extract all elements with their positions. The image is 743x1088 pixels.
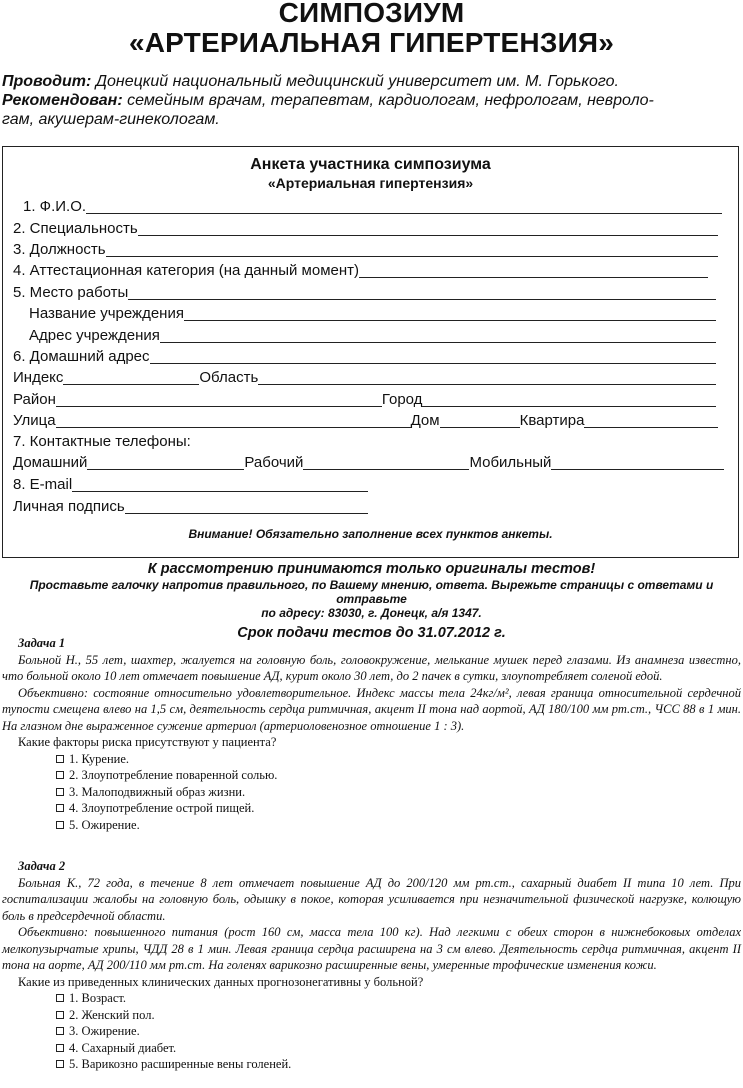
- mobile-phone-line[interactable]: [551, 455, 724, 470]
- originals-only: К рассмотрению принимаются только оригиналы тестов!: [147, 561, 596, 577]
- field-phones: 7. Контактные телефоны:: [13, 433, 191, 450]
- task-2-question: Какие из приведенных клинических данных прогнозонегативны у больной?: [18, 974, 424, 989]
- task-1-option[interactable]: 5. Ожирение.: [2, 817, 741, 834]
- field-phone-numbers[interactable]: Домашний Рабочий Мобильный: [13, 453, 724, 473]
- checkbox-icon[interactable]: [56, 994, 64, 1002]
- task-2-option[interactable]: 1. Возраст.: [2, 990, 741, 1007]
- field-district-city[interactable]: Район Город: [13, 390, 716, 410]
- recommended-text-2: гам, акушерам-гинекологам.: [2, 111, 220, 128]
- checkbox-icon[interactable]: [56, 771, 64, 779]
- instructions-line2: по адресу: 83030, г. Донецк, а/я 1347.: [261, 606, 482, 620]
- checkbox-icon[interactable]: [56, 1027, 64, 1035]
- task-2-paragraph-2: Объективно: повышенного питания (рост 160 см, масса тела 100 кг). Над легкими с обеих сторон в нижнебоковых отделах мелкопузырчатые хрипы, ЧДД 28 в 1 мин. Левая граница сердца расширена на 3 см влево. Деятельность сердца ритмичная, акцент II тона на аорте, АД 200/110 мм рт.ст. На голенях варикозно расширенные вены, умеренные трофические изменения кожи.: [2, 925, 741, 972]
- task-2-option[interactable]: 5. Варикозно расширенные вены голеней.: [2, 1056, 741, 1073]
- recommended-line: [2, 91, 743, 110]
- specialty-line[interactable]: [138, 221, 718, 236]
- street-line[interactable]: [56, 413, 411, 428]
- task-1-option[interactable]: 2. Злоупотребление поваренной солью.: [2, 767, 741, 784]
- checkbox-icon[interactable]: [56, 804, 64, 812]
- checkbox-icon[interactable]: [56, 755, 64, 763]
- field-institution-name[interactable]: Название учреждения: [29, 304, 716, 324]
- field-position[interactable]: 3. Должность: [13, 240, 718, 260]
- task-2: [2, 858, 741, 1073]
- checkbox-icon[interactable]: [56, 1011, 64, 1019]
- field-signature[interactable]: Личная подпись: [13, 497, 368, 517]
- index-line[interactable]: [63, 370, 199, 385]
- field-street-house-apartment[interactable]: Улица Дом Квартира: [13, 411, 718, 431]
- host-line: [2, 72, 743, 91]
- task-1-paragraph-2: Объективно: состояние относительно удовлетворительное. Индекс массы тела 24кг/м², левая граница относительной сердечной тупости смещена влево на 1,5 см, деятельность сердца ритмичная, акцент II тона над аортой, АД 180/100 мм рт.ст., ЧСС 88 в 1 мин. На глазном дне выраженное сужение артериол (артериоловенозное отношение 1 : 3).: [2, 685, 741, 733]
- category-line[interactable]: [359, 263, 708, 278]
- region-line[interactable]: [258, 370, 716, 385]
- field-category[interactable]: 4. Аттестационная категория (на данный момент): [13, 261, 708, 281]
- deadline: Срок подачи тестов до 31.07.2012 г.: [237, 625, 506, 641]
- email-line[interactable]: [72, 477, 368, 492]
- task-1-option[interactable]: 3. Малоподвижный образ жизни.: [2, 784, 741, 801]
- district-line[interactable]: [56, 392, 382, 407]
- host-label: Проводит:: [2, 73, 92, 90]
- participant-form: [2, 146, 739, 558]
- checkbox-icon[interactable]: [56, 821, 64, 829]
- form-warning: Внимание! Обязательно заполнение всех пунктов анкеты.: [188, 527, 553, 541]
- recommended-text-1: семейным врачам, терапевтам, кардиологам, нефрологам, невроло-: [127, 92, 654, 109]
- house-line[interactable]: [440, 413, 520, 428]
- task-2-option[interactable]: 2. Женский пол.: [2, 1007, 741, 1024]
- checkbox-icon[interactable]: [56, 1044, 64, 1052]
- workplace-line[interactable]: [128, 285, 716, 300]
- position-line[interactable]: [106, 242, 718, 257]
- field-institution-address[interactable]: Адрес учреждения: [29, 326, 716, 346]
- task-1-paragraph-1: Больной Н., 55 лет, шахтер, жалуется на головную боль, головокружение, мелькание мушек перед глазами. Из анамнеза известно, что больной около 10 лет отмечает повышение АД, курит около 30 лет, до 2 пачек в сутки, злоупотребляет соленой едой.: [2, 652, 741, 683]
- field-index-region[interactable]: Индекс Область: [13, 368, 716, 388]
- checkbox-icon[interactable]: [56, 788, 64, 796]
- form-title: Анкета участника симпозиума: [250, 156, 491, 173]
- field-fio[interactable]: 1. Ф.И.О.: [23, 197, 722, 217]
- task-2-heading: Задача 2: [18, 859, 66, 873]
- institution-name-line[interactable]: [184, 306, 716, 321]
- form-subtitle: «Артериальная гипертензия»: [267, 175, 474, 191]
- work-phone-line[interactable]: [303, 455, 469, 470]
- host-text: Донецкий национальный медицинский университет им. М. Горького.: [95, 73, 619, 90]
- institution-address-line[interactable]: [160, 328, 716, 343]
- home-address-line[interactable]: [150, 349, 716, 364]
- checkbox-icon[interactable]: [56, 1060, 64, 1068]
- page-title-line1: СИМПОЗИУМ: [278, 0, 465, 28]
- task-1: [2, 635, 741, 833]
- task-2-option[interactable]: 3. Ожирение.: [2, 1023, 741, 1040]
- home-phone-line[interactable]: [87, 455, 244, 470]
- page-title-line2: «АРТЕРИАЛЬНАЯ ГИПЕРТЕНЗИЯ»: [128, 27, 615, 58]
- field-email[interactable]: 8. E-mail: [13, 475, 368, 495]
- task-2-paragraph-1: Больная К., 72 года, в течение 8 лет отмечает повышение АД до 200/120 мм рт.ст., сахарный диабет II типа 10 лет. При госпитализации жалобы на головную боль, одышку в покое, которая усиливается при незначительной физической нагрузке, колющую боль в предсердечной области.: [2, 875, 741, 923]
- apartment-line[interactable]: [584, 413, 718, 428]
- fio-line[interactable]: [86, 199, 722, 214]
- submission-notice: [0, 561, 743, 642]
- task-2-option[interactable]: 4. Сахарный диабет.: [2, 1040, 741, 1057]
- task-1-option[interactable]: 1. Курение.: [2, 751, 741, 768]
- field-home-address[interactable]: 6. Домашний адрес: [13, 347, 716, 367]
- instructions-line1: Проставьте галочку напротив правильного, по Вашему мнению, ответа. Вырежьте страницы с ответами и отправьте: [29, 578, 714, 606]
- recommended-label: Рекомендован:: [2, 92, 123, 109]
- task-1-heading: Задача 1: [18, 636, 66, 650]
- signature-line[interactable]: [125, 499, 368, 514]
- task-1-question: Какие факторы риска присутствуют у пациента?: [18, 735, 277, 749]
- symposium-info: [2, 72, 743, 129]
- field-workplace[interactable]: 5. Место работы: [13, 283, 716, 303]
- task-1-option[interactable]: 4. Злоупотребление острой пищей.: [2, 800, 741, 817]
- city-line[interactable]: [422, 392, 716, 407]
- field-specialty[interactable]: 2. Специальность: [13, 219, 718, 239]
